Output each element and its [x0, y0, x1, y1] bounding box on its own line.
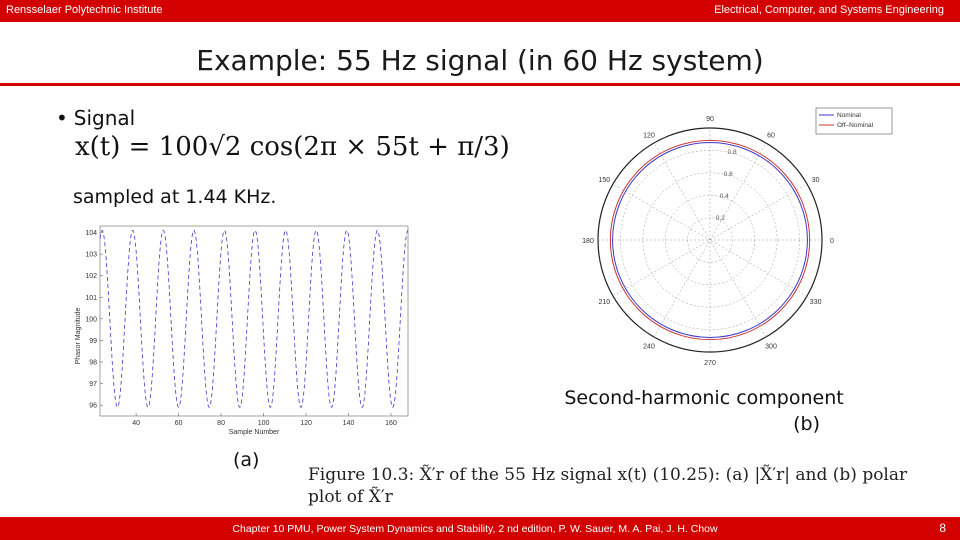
y-tick-label: 98: [89, 359, 97, 367]
polar-radial-label: 0.8: [727, 148, 737, 156]
chart-grid: [100, 226, 408, 416]
header-bar: [0, 0, 960, 22]
polar-angle-label: 90: [706, 116, 714, 123]
polar-plot: [560, 104, 900, 376]
y-tick-label: 103: [85, 251, 97, 259]
magnitude-series-line: [100, 230, 408, 407]
slide-title: Example: 55 Hz signal (in 60 Hz system): [196, 44, 764, 77]
caption-b-line2: (b): [793, 412, 820, 435]
legend-label: Nominal: [837, 112, 861, 119]
polar-angle-label: 300: [765, 343, 777, 351]
polar-angle-label: 0: [830, 238, 834, 245]
title-underline: [0, 83, 960, 86]
y-axis-label: Phasor Magnitude: [75, 307, 82, 365]
chart-series: [100, 230, 408, 407]
caption-a: (a): [233, 449, 260, 471]
bullet-item: [56, 106, 135, 130]
x-tick-label: 160: [385, 420, 397, 427]
polar-angle-label: 240: [643, 343, 655, 351]
caption-b-line1: Second-harmonic component: [564, 387, 844, 409]
footer-bar: [0, 517, 960, 540]
polar-angle-label: 60: [767, 132, 775, 140]
phasor-magnitude-chart: [70, 218, 410, 438]
y-tick-label: 101: [85, 294, 97, 302]
institution-name: Rensselaer Polytechnic Institute: [6, 4, 163, 16]
polar-angle-label: 270: [704, 360, 716, 367]
bullet-dot-icon: •: [56, 106, 68, 130]
bullet-text: Signal: [73, 106, 136, 130]
sampled-text: sampled at 1.44 KHz.: [73, 186, 277, 208]
y-tick-label: 100: [85, 316, 97, 324]
chart-ticks: [85, 230, 397, 427]
polar-angle-label: 210: [598, 299, 611, 306]
legend-label: Off–Nominal: [837, 122, 874, 129]
x-tick-label: 80: [217, 420, 225, 427]
signal-equation: x(t) = 100√2 cos(2π × 55t + π/3): [75, 132, 510, 162]
polar-labels: [582, 116, 834, 367]
y-tick-label: 96: [89, 402, 97, 410]
x-axis-label: Sample Number: [228, 429, 280, 436]
polar-radial-label: 0.6: [723, 170, 733, 178]
polar-angle-label: 120: [643, 132, 655, 140]
page-number: 8: [939, 521, 946, 535]
polar-angle-label: 330: [809, 299, 822, 306]
polar-angle-label: 180: [582, 238, 594, 245]
y-tick-label: 97: [89, 381, 97, 389]
footer-citation: Chapter 10 PMU, Power System Dynamics and Stability, 2 nd edition, P. W. Sauer, M. A. Pai, J. H. Chow: [232, 523, 718, 535]
x-tick-label: 60: [174, 420, 183, 427]
department-name: Electrical, Computer, and Systems Engineering: [714, 4, 944, 16]
x-tick-label: 100: [257, 420, 270, 427]
polar-legend: [816, 108, 892, 134]
x-tick-label: 120: [300, 420, 312, 427]
polar-grid: [598, 128, 822, 352]
caption-b: [556, 386, 852, 437]
figure-caption: Figure 10.3: X̃′r of the 55 Hz signal x(t) (10.25): (a) |X̃′r| and (b) polar plot of X̃′r: [308, 465, 908, 507]
polar-angle-label: 150: [598, 177, 611, 184]
plot-frame: [100, 226, 408, 416]
polar-angle-label: 30: [811, 177, 820, 184]
polar-radial-label: 0.4: [719, 192, 729, 200]
x-tick-label: 140: [342, 420, 355, 427]
y-tick-label: 104: [85, 229, 97, 237]
y-tick-label: 102: [85, 273, 97, 281]
y-tick-label: 99: [89, 337, 97, 345]
x-tick-label: 40: [132, 420, 141, 427]
polar-radial-label: 0.2: [715, 214, 725, 222]
